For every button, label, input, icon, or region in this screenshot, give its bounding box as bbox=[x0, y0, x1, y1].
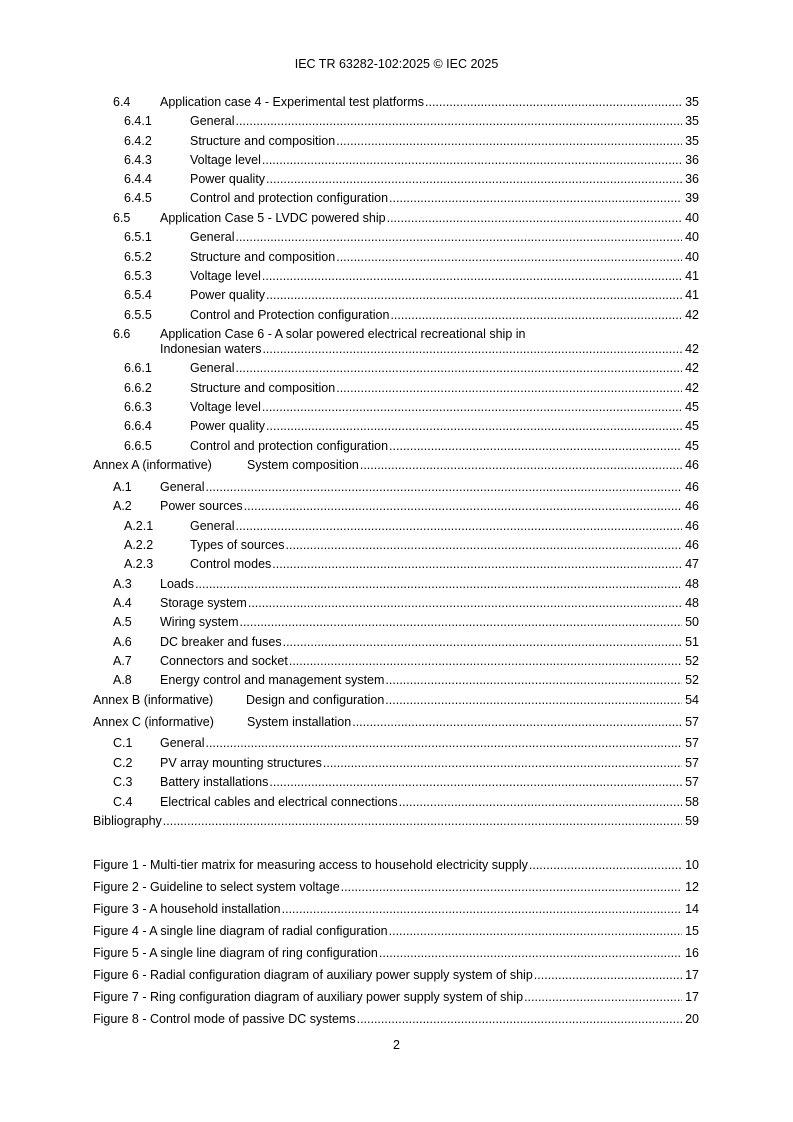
toc-page: 35 bbox=[685, 114, 699, 128]
figure-page: 17 bbox=[685, 990, 699, 1004]
toc-number: A.2 bbox=[113, 499, 132, 513]
toc-number: A.4 bbox=[113, 596, 132, 610]
figure-page: 14 bbox=[685, 902, 699, 916]
figure-list-item[interactable] bbox=[93, 945, 699, 961]
toc-row[interactable] bbox=[93, 794, 699, 810]
toc-number: A.2.2 bbox=[124, 538, 154, 552]
toc-row[interactable] bbox=[93, 595, 699, 611]
toc-number: 6.4.4 bbox=[124, 172, 152, 186]
toc-title: Electrical cables and electrical connections bbox=[160, 795, 398, 809]
toc-page: 57 bbox=[685, 775, 699, 789]
toc-row[interactable] bbox=[93, 152, 699, 168]
toc-row[interactable] bbox=[93, 380, 699, 396]
toc-page: 42 bbox=[685, 308, 699, 322]
toc-title: Types of sources bbox=[190, 538, 285, 552]
toc-title: Voltage level bbox=[190, 269, 261, 283]
toc-number: C.1 bbox=[113, 736, 133, 750]
toc-page: 42 bbox=[685, 361, 699, 375]
figure-list-item[interactable] bbox=[93, 967, 699, 983]
toc-number: 6.5.5 bbox=[124, 308, 152, 322]
toc-bibliography-row[interactable] bbox=[93, 813, 699, 829]
toc-title: Structure and composition bbox=[190, 134, 336, 148]
toc-title: Battery installations bbox=[160, 775, 269, 789]
toc-title: Application Case 6 - A solar powered electrical recreational ship in bbox=[160, 327, 526, 341]
toc-row[interactable] bbox=[93, 287, 699, 303]
figure-title: Figure 7 - Ring configuration diagram of auxiliary power supply system of ship bbox=[93, 990, 524, 1004]
toc-title: Bibliography bbox=[93, 814, 162, 828]
toc-number: A.2.3 bbox=[124, 557, 154, 571]
toc-row[interactable] bbox=[93, 735, 699, 751]
toc-page: 46 bbox=[685, 519, 699, 533]
toc-page: 45 bbox=[685, 419, 699, 433]
toc-page: 52 bbox=[685, 673, 699, 687]
toc-number: C.2 bbox=[113, 756, 133, 770]
toc-number: 6.5.1 bbox=[124, 230, 152, 244]
toc-number: A.3 bbox=[113, 577, 132, 591]
toc-annex-label: Annex C (informative) bbox=[93, 715, 214, 729]
toc-title: Energy control and management system bbox=[160, 673, 385, 687]
figure-list-item[interactable] bbox=[93, 879, 699, 895]
toc-page: 58 bbox=[685, 795, 699, 809]
figure-title: Figure 3 - A household installation bbox=[93, 902, 281, 916]
toc-page: 40 bbox=[685, 230, 699, 244]
figure-title: Figure 2 - Guideline to select system voltage bbox=[93, 880, 340, 894]
toc-number: 6.5.3 bbox=[124, 269, 152, 283]
toc-title: Storage system bbox=[160, 596, 247, 610]
toc-number: 6.5.4 bbox=[124, 288, 152, 302]
toc-title: Wiring system bbox=[160, 615, 239, 629]
toc-row[interactable] bbox=[93, 556, 699, 572]
toc-page: 57 bbox=[685, 715, 699, 729]
toc-title: Design and configuration bbox=[246, 693, 385, 707]
figure-page: 15 bbox=[685, 924, 699, 938]
toc-number: A.1 bbox=[113, 480, 132, 494]
toc-number: A.7 bbox=[113, 654, 132, 668]
toc-row[interactable] bbox=[93, 774, 699, 790]
toc-page: 36 bbox=[685, 153, 699, 167]
toc-row[interactable] bbox=[93, 210, 699, 226]
figure-list-item[interactable] bbox=[93, 901, 699, 917]
toc-row[interactable] bbox=[93, 755, 699, 771]
toc-number: C.3 bbox=[113, 775, 133, 789]
toc-number: C.4 bbox=[113, 795, 133, 809]
toc-number: 6.6.4 bbox=[124, 419, 152, 433]
toc-page: 45 bbox=[685, 400, 699, 414]
toc-title: General bbox=[160, 480, 205, 494]
figure-list-item[interactable] bbox=[93, 1011, 699, 1027]
toc-page: 48 bbox=[685, 577, 699, 591]
toc-title-continued: Indonesian waters bbox=[160, 342, 262, 356]
toc-annex-row[interactable] bbox=[93, 692, 699, 708]
toc-title: General bbox=[190, 519, 235, 533]
toc-title: Voltage level bbox=[190, 400, 261, 414]
toc-page: 35 bbox=[685, 134, 699, 148]
toc-number: A.8 bbox=[113, 673, 132, 687]
toc-number: 6.6 bbox=[113, 327, 131, 341]
toc-number: 6.5.2 bbox=[124, 250, 152, 264]
toc-row[interactable] bbox=[93, 479, 699, 495]
toc-page: 46 bbox=[685, 458, 699, 472]
toc-number: 6.5 bbox=[113, 211, 131, 225]
toc-title: Control and protection configuration bbox=[190, 191, 389, 205]
toc-row[interactable] bbox=[93, 360, 699, 376]
toc-page: 46 bbox=[685, 480, 699, 494]
toc-page: 39 bbox=[685, 191, 699, 205]
toc-row[interactable] bbox=[93, 614, 699, 630]
toc-title: Voltage level bbox=[190, 153, 261, 167]
toc-title: Application case 4 - Experimental test platforms bbox=[160, 95, 425, 109]
toc-page: 46 bbox=[685, 499, 699, 513]
toc-row[interactable] bbox=[93, 672, 699, 688]
toc-row[interactable] bbox=[93, 113, 699, 129]
toc-title: Control modes bbox=[190, 557, 272, 571]
toc-row[interactable] bbox=[93, 537, 699, 553]
page-number: 2 bbox=[393, 1038, 400, 1052]
toc-page: 52 bbox=[685, 654, 699, 668]
toc-title: Power quality bbox=[190, 419, 266, 433]
toc-row[interactable] bbox=[93, 418, 699, 434]
toc-title: DC breaker and fuses bbox=[160, 635, 282, 649]
toc-row[interactable] bbox=[93, 326, 699, 342]
toc-number: 6.4.5 bbox=[124, 191, 152, 205]
figure-page: 12 bbox=[685, 880, 699, 894]
figure-title: Figure 5 - A single line diagram of ring configuration bbox=[93, 946, 378, 960]
toc-title: System composition bbox=[247, 458, 359, 472]
toc-row[interactable] bbox=[93, 94, 699, 110]
toc-page: 41 bbox=[685, 269, 699, 283]
toc-row[interactable] bbox=[93, 307, 699, 323]
toc-row[interactable] bbox=[93, 249, 699, 265]
toc-title: Application Case 5 - LVDC powered ship bbox=[160, 211, 386, 225]
toc-row-continued[interactable] bbox=[93, 341, 699, 357]
toc-annex-row[interactable] bbox=[93, 457, 699, 473]
toc-page: 36 bbox=[685, 172, 699, 186]
toc-page: 51 bbox=[685, 635, 699, 649]
toc-title: Power quality bbox=[190, 288, 266, 302]
toc-annex-row[interactable] bbox=[93, 714, 699, 730]
toc-number: 6.4 bbox=[113, 95, 131, 109]
toc-page: 46 bbox=[685, 538, 699, 552]
toc-title: General bbox=[190, 230, 235, 244]
toc-page: 35 bbox=[685, 95, 699, 109]
toc-row[interactable] bbox=[93, 653, 699, 669]
toc-row[interactable] bbox=[93, 133, 699, 149]
figure-title: Figure 1 - Multi-tier matrix for measuring access to household electricity supply bbox=[93, 858, 528, 872]
toc-row[interactable] bbox=[93, 268, 699, 284]
figure-list-item[interactable] bbox=[93, 857, 699, 873]
toc-number: 6.4.2 bbox=[124, 134, 152, 148]
toc-row[interactable] bbox=[93, 171, 699, 187]
figure-page: 16 bbox=[685, 946, 699, 960]
figure-page: 20 bbox=[685, 1012, 699, 1026]
toc-number: 6.6.3 bbox=[124, 400, 152, 414]
toc-page: 45 bbox=[685, 439, 699, 453]
toc-number: 6.6.1 bbox=[124, 361, 152, 375]
figure-page: 10 bbox=[685, 858, 699, 872]
toc-row[interactable] bbox=[93, 399, 699, 415]
toc-title: Control and protection configuration bbox=[190, 439, 389, 453]
toc-title: General bbox=[190, 114, 235, 128]
toc-page: 48 bbox=[685, 596, 699, 610]
figure-title: Figure 8 - Control mode of passive DC systems bbox=[93, 1012, 356, 1026]
toc-number: 6.6.2 bbox=[124, 381, 152, 395]
toc-page: 59 bbox=[685, 814, 699, 828]
toc-page: 40 bbox=[685, 250, 699, 264]
toc-number: A.5 bbox=[113, 615, 132, 629]
toc-title: General bbox=[160, 736, 205, 750]
toc-row[interactable] bbox=[93, 498, 699, 514]
toc-page: 54 bbox=[685, 693, 699, 707]
toc-page: 57 bbox=[685, 756, 699, 770]
toc-row[interactable] bbox=[93, 438, 699, 454]
toc-row[interactable] bbox=[93, 190, 699, 206]
toc-annex-label: Annex A (informative) bbox=[93, 458, 212, 472]
toc-page: 57 bbox=[685, 736, 699, 750]
toc-annex-label: Annex B (informative) bbox=[93, 693, 214, 707]
toc-title: Structure and composition bbox=[190, 250, 336, 264]
toc-row[interactable] bbox=[93, 229, 699, 245]
figure-title: Figure 4 - A single line diagram of radial configuration bbox=[93, 924, 388, 938]
figure-list-item[interactable] bbox=[93, 989, 699, 1005]
page-header: IEC TR 63282-102:2025 © IEC 2025 bbox=[294, 57, 499, 71]
toc-page: 42 bbox=[685, 381, 699, 395]
toc-number: A.2.1 bbox=[124, 519, 154, 533]
toc-number: 6.6.5 bbox=[124, 439, 152, 453]
toc-title: Power sources bbox=[160, 499, 243, 513]
toc-title: Control and Protection configuration bbox=[190, 308, 390, 322]
toc-row[interactable] bbox=[93, 576, 699, 592]
toc-page: 40 bbox=[685, 211, 699, 225]
toc-title: Loads bbox=[160, 577, 195, 591]
toc-page: 50 bbox=[685, 615, 699, 629]
figure-list-item[interactable] bbox=[93, 923, 699, 939]
toc-row[interactable] bbox=[93, 518, 699, 534]
toc-page: 41 bbox=[685, 288, 699, 302]
toc-title: Structure and composition bbox=[190, 381, 336, 395]
toc-row[interactable] bbox=[93, 634, 699, 650]
toc-page: 47 bbox=[685, 557, 699, 571]
toc-title: Power quality bbox=[190, 172, 266, 186]
toc-title: PV array mounting structures bbox=[160, 756, 322, 770]
toc-number: 6.4.3 bbox=[124, 153, 152, 167]
toc-title: System installation bbox=[247, 715, 352, 729]
figure-page: 17 bbox=[685, 968, 699, 982]
toc-page: 42 bbox=[685, 342, 699, 356]
toc-number: A.6 bbox=[113, 635, 132, 649]
toc-number: 6.4.1 bbox=[124, 114, 152, 128]
figure-title: Figure 6 - Radial configuration diagram of auxiliary power supply system of ship bbox=[93, 968, 533, 982]
toc-title: General bbox=[190, 361, 235, 375]
toc-title: Connectors and socket bbox=[160, 654, 288, 668]
